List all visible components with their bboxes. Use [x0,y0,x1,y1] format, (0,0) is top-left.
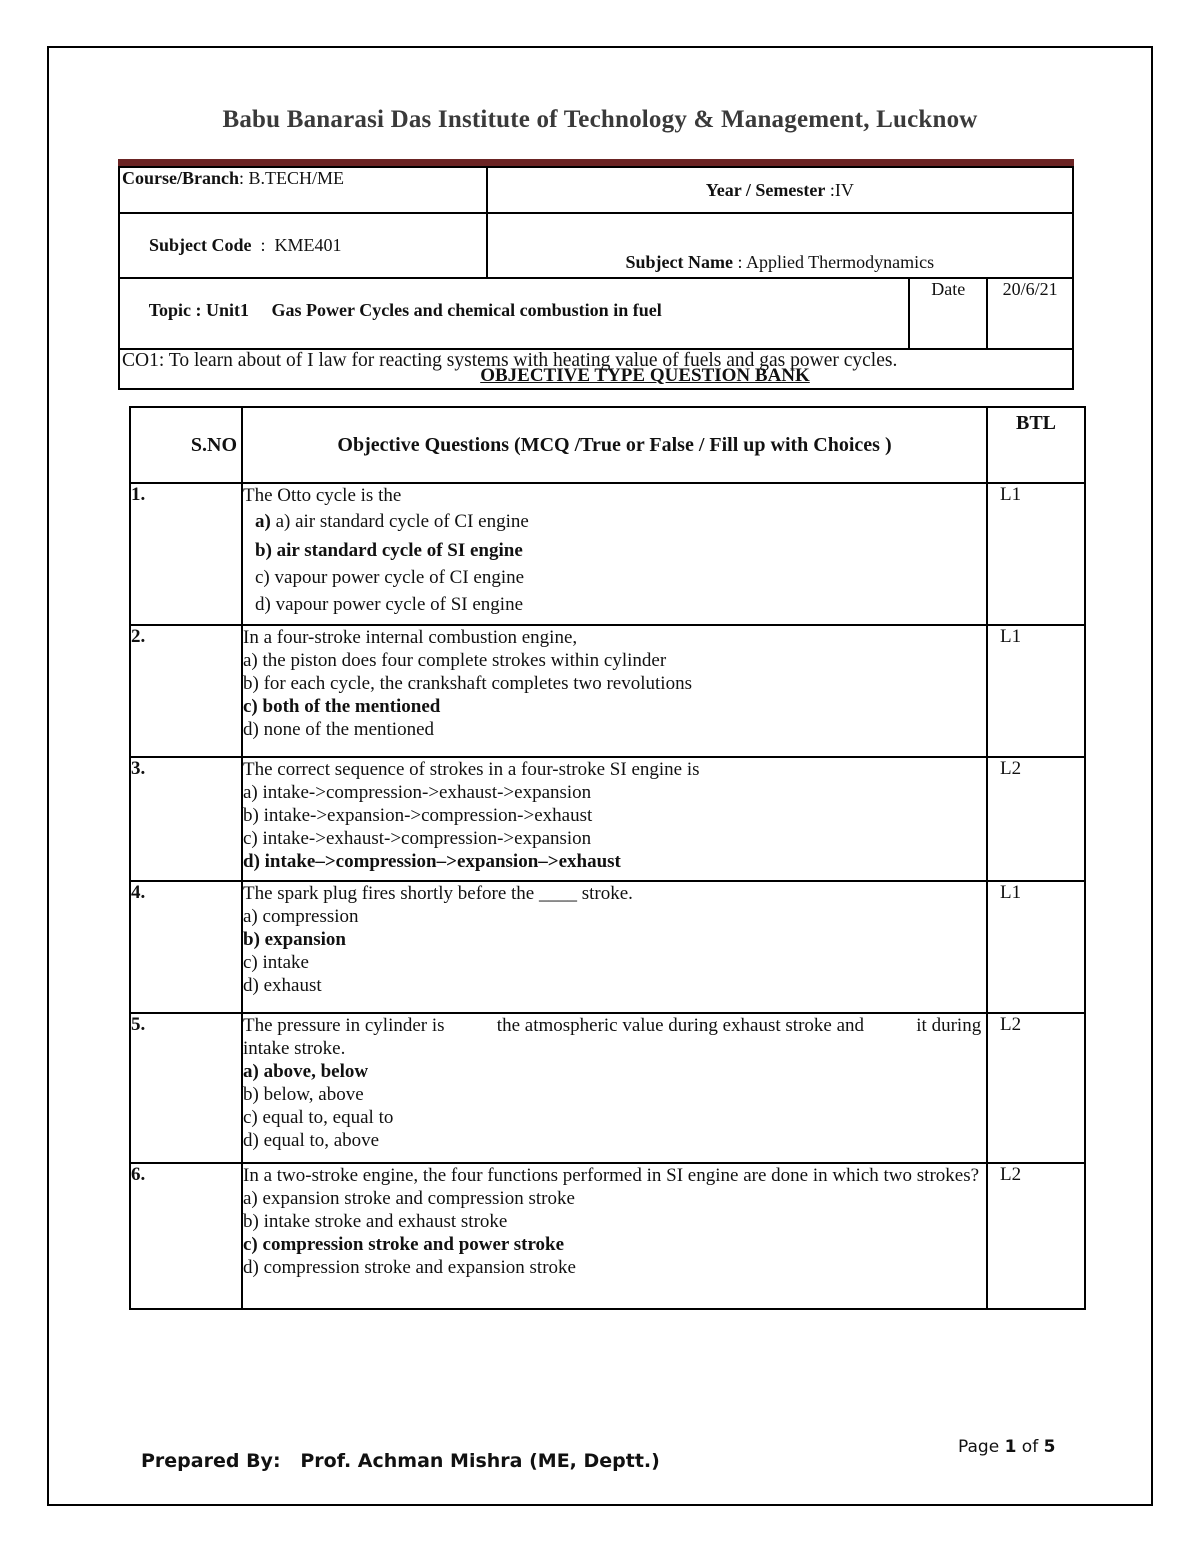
option-c: c) compression stroke and power stroke [243,1234,565,1255]
table-row [130,757,1085,881]
course-branch-cell [119,167,487,213]
option-b: b) intake->expansion->compression->exhaust [243,805,593,826]
institute-title: Babu Banarasi Das Institute of Technology & Management, Lucknow [222,106,978,133]
column-header-question: Objective Questions (MCQ /True or False / Fill up with Choices ) [242,407,987,483]
option-d: d) none of the mentioned [243,719,435,740]
option-b: b) below, above [243,1084,364,1105]
option-d: d) intake–>compression–>expansion–>exhaust [243,851,621,872]
question-text: The pressure in cylinder is the atmospheric value during exhaust stroke and it during intake stroke. [243,1015,986,1059]
option-b: b) for each cycle, the crankshaft completes two revolutions [243,673,692,694]
year-semester-cell [487,167,1073,213]
date-label-cell [909,278,987,349]
table-row [130,625,1085,757]
btl-level: L2 [987,1013,1085,1163]
question-cell [242,625,987,757]
option-b: b) expansion [243,929,346,950]
table-row [130,1013,1085,1163]
option-a: a) above, below [243,1061,369,1082]
option-a: a) expansion stroke and compression stroke [243,1188,575,1209]
column-header-btl: BTL [987,407,1085,483]
course-branch-label: Course/Branch [122,168,239,188]
question-text: The spark plug fires shortly before the ____ stroke. [243,883,633,904]
btl-level: L1 [987,625,1085,757]
subject-name-label: Subject Name [625,252,733,272]
btl-level: L2 [987,1163,1085,1309]
course-outcome-text: CO1: To learn about of I law for reacting systems with heating value of fuels and gas power cycles. [122,350,898,371]
table-header-row [130,407,1085,483]
question-number: 1. [130,483,242,625]
date-value: 20/6/21 [1002,279,1058,299]
question-number: 2. [130,625,242,757]
question-cell [242,1013,987,1163]
table-row [130,1163,1085,1309]
year-semester-label: Year / Semester [705,179,826,200]
option-c: c) intake [243,952,309,973]
subject-name-cell [487,213,1073,278]
btl-level: L2 [987,757,1085,881]
option-c: c) both of the mentioned [243,696,441,717]
option-a: a) the piston does four complete strokes within cylinder [243,650,667,671]
subject-code-cell [119,213,487,278]
course-branch-value: : B.TECH/ME [239,168,345,188]
option-b: b) air standard cycle of SI engine [255,540,523,561]
topic-cell [119,278,909,349]
prepared-by: Prepared By: Prof. Achman Mishra (ME, Deptt.) [141,1450,660,1472]
option-a: a) intake->compression->exhaust->expansion [243,782,592,803]
option-c: c) vapour power cycle of CI engine [255,567,525,588]
option-d: d) vapour power cycle of SI engine [255,594,524,615]
question-number: 6. [130,1163,242,1309]
question-number: 5. [130,1013,242,1163]
subject-name-value: : Applied Thermodynamics [732,252,935,272]
question-number: 3. [130,757,242,881]
option-a: a) a) air standard cycle of CI engine [255,511,529,532]
option-a: a) compression [243,906,359,927]
question-number: 4. [130,881,242,1013]
subject-code-value: : KME401 [251,235,342,255]
question-text: The Otto cycle is the [243,485,402,506]
question-text: The correct sequence of strokes in a four-stroke SI engine is [243,759,700,780]
question-text: In a four-stroke internal combustion engine, [243,627,578,648]
subject-code-label: Subject Code [149,235,252,255]
option-d: d) exhaust [243,975,322,996]
topic-text: Topic : Unit1 Gas Power Cycles and chemical combustion in fuel [148,300,662,320]
option-b: b) intake stroke and exhaust stroke [243,1211,508,1232]
date-value-cell [987,278,1073,349]
question-cell [242,1163,987,1309]
table-row [130,483,1085,625]
year-semester-value: :IV [825,179,854,200]
option-c: c) intake->exhaust->compression->expansion [243,828,592,849]
question-text: In a two-stroke engine, the four functions performed in SI engine are done in which two strokes? [243,1165,980,1186]
btl-level: L1 [987,483,1085,625]
table-row [130,881,1085,1013]
option-d: d) compression stroke and expansion stroke [243,1257,576,1278]
option-d: d) equal to, above [243,1130,380,1151]
question-cell [242,881,987,1013]
question-table [129,406,1086,1310]
question-cell [242,483,987,625]
option-c: c) equal to, equal to [243,1107,394,1128]
column-header-sno: S.NO [130,407,242,483]
btl-level: L1 [987,881,1085,1013]
date-label: Date [931,279,966,299]
page-number: Page 1 of 5 [958,1437,1056,1457]
question-cell [242,757,987,881]
question-bank-title: OBJECTIVE TYPE QUESTION BANK [480,365,810,386]
course-info-table [118,166,1074,390]
